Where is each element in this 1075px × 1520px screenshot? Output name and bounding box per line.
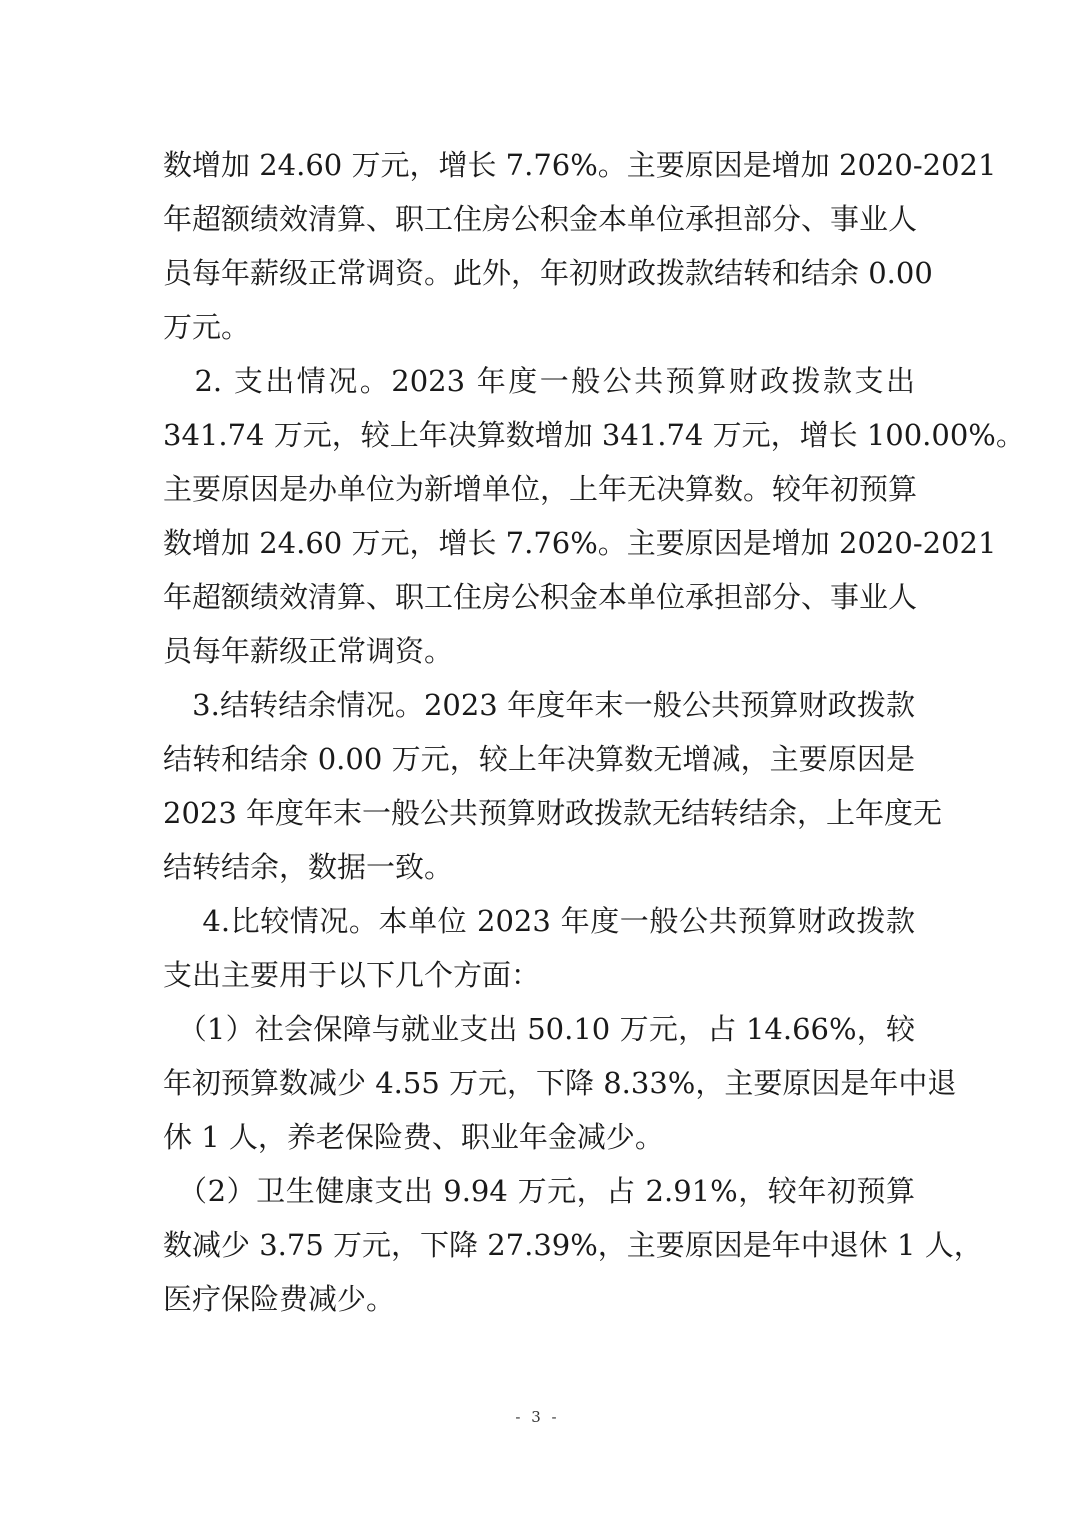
text-line: 341.74 万元，较上年决算数增加 341.74 万元，增长 100.00%。 (163, 418, 1025, 452)
text-line: 年初预算数减少 4.55 万元，下降 8.33%，主要原因是年中退 (163, 1066, 957, 1100)
text-line: 2. 支出情况。2023 年度一般公共预算财政拨款支出 (163, 364, 915, 398)
paragraph-5-social-security (163, 1002, 957, 1164)
text-line: 休 1 人，养老保险费、职业年金减少。 (163, 1120, 664, 1154)
text-line: 3.结转结余情况。2023 年度年末一般公共预算财政拨款 (163, 688, 915, 722)
page-number: - 3 - (515, 1408, 560, 1426)
text-line: 年超额绩效清算、职工住房公积金本单位承担部分、事业人 (163, 580, 918, 614)
paragraph-4-comparison (163, 894, 915, 1002)
paragraph-3-carryover (163, 678, 943, 894)
document-body (163, 138, 1025, 1326)
text-line: 员每年薪级正常调资。 (163, 634, 454, 668)
text-line: 主要原因是办单位为新增单位，上年无决算数。较年初预算 (163, 472, 918, 506)
text-line: 2023 年度年末一般公共预算财政拨款无结转结余，上年度无 (163, 796, 943, 830)
text-line: 数减少 3.75 万元，下降 27.39%，主要原因是年中退休 1 人， (163, 1228, 983, 1262)
text-line: 结转和结余 0.00 万元，较上年决算数无增减，主要原因是 (163, 742, 915, 776)
text-line: 医疗保险费减少。 (163, 1282, 396, 1316)
paragraph-2-expenditure (163, 354, 1025, 678)
paragraph-1 (163, 138, 997, 354)
text-line: 年超额绩效清算、职工住房公积金本单位承担部分、事业人 (163, 202, 918, 236)
text-line: 数增加 24.60 万元，增长 7.76%。主要原因是增加 2020-2021 (163, 148, 997, 182)
text-line: 万元。 (163, 310, 251, 344)
text-line: 支出主要用于以下几个方面： (163, 958, 541, 992)
text-line: 结转结余，数据一致。 (163, 850, 454, 884)
paragraph-6-health (163, 1164, 983, 1326)
text-line: 数增加 24.60 万元，增长 7.76%。主要原因是增加 2020-2021 (163, 526, 997, 560)
text-line: （1）社会保障与就业支出 50.10 万元，占 14.66%，较 (163, 1012, 915, 1046)
text-line: 4.比较情况。本单位 2023 年度一般公共预算财政拨款 (163, 904, 915, 938)
text-line: （2）卫生健康支出 9.94 万元，占 2.91%，较年初预算 (163, 1174, 915, 1208)
text-line: 员每年薪级正常调资。此外，年初财政拨款结转和结余 0.00 (163, 256, 933, 290)
